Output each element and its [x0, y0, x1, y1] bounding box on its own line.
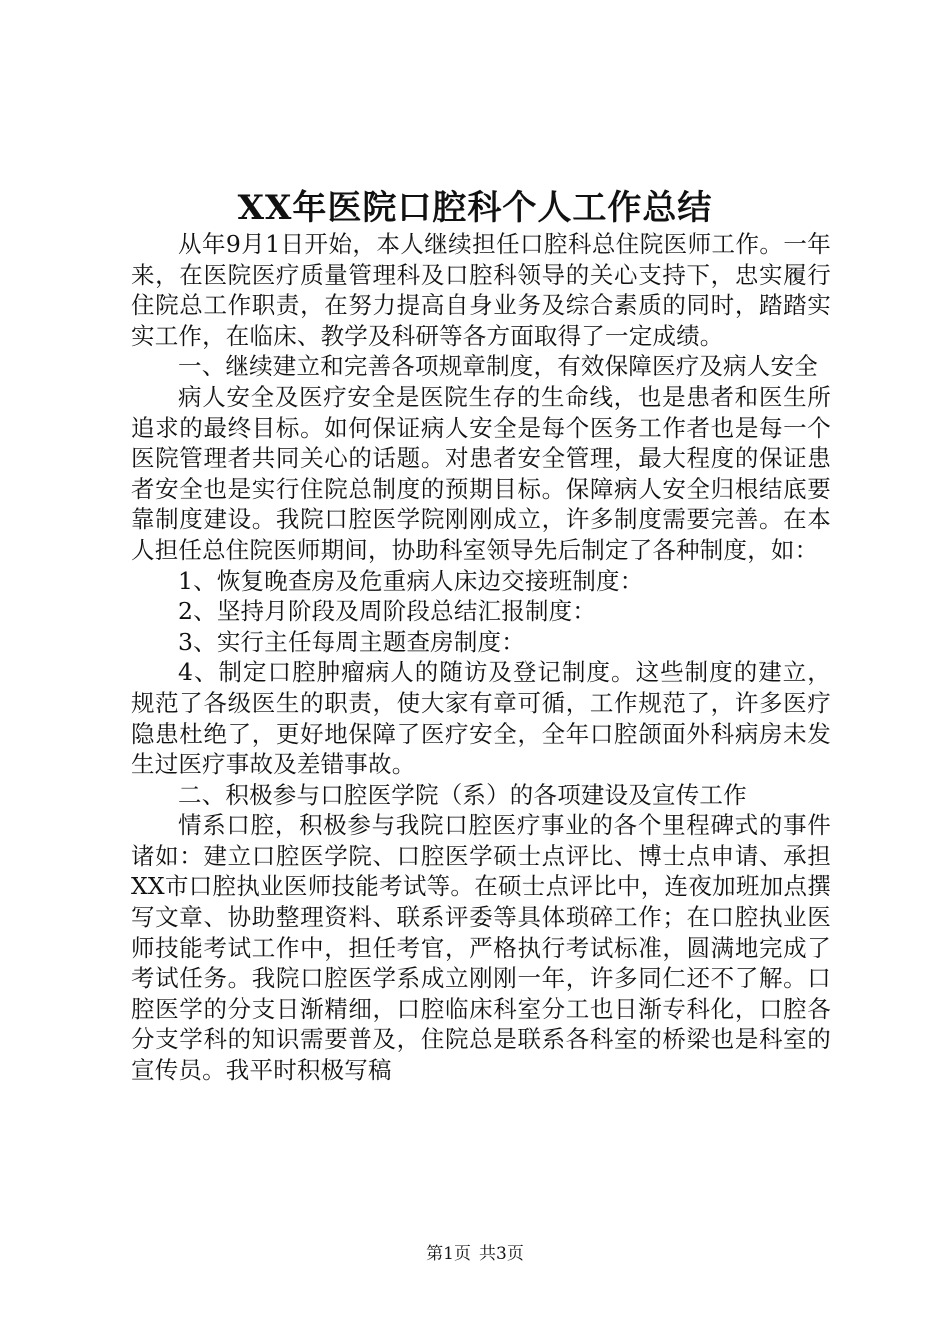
- paragraph-intro: 从年9月1日开始，本人继续担任口腔科总住院医师工作。一年来，在医院医疗质量管理科及口腔科领导的关心支持下，忠实履行住院总工作职责，在努力提高自身业务及综合素质的同时，踏踏实实工作，在临床、教学及科研等各方面取得了一定成绩。: [131, 230, 831, 350]
- list-item-3: 3、实行主任每周主题查房制度：: [178, 627, 525, 656]
- list-item-2: 2、坚持月阶段及周阶段总结汇报制度：: [178, 597, 597, 626]
- page-number: 第1页: [426, 1244, 471, 1264]
- list-item-1: 1、恢复晚查房及危重病人床边交接班制度：: [178, 566, 644, 595]
- page-total: 共3页: [479, 1244, 524, 1264]
- paragraph-promotion: 情系口腔，积极参与我院口腔医疗事业的各个里程碑式的事件诸如：建立口腔医学院、口腔医学硕士点评比、博士点申请、承担XX市口腔执业医师技能考试等。在硕士点评比中，连夜加班加点撰写文章、协助整理资料、联系评委等具体琐碎工作；在口腔执业医师技能考试工作中，担任考官，严格执行考试标准，圆满地完成了考试任务。我院口腔医学系成立刚刚一年，许多同仁还不了解。口腔医学的分支日渐精细，口腔临床科室分工也日渐专科化，口腔各分支学科的知识需要普及，住院总是联系各科室的桥梁也是科室的宣传员。我平时积极写稿: [131, 811, 831, 1085]
- section-heading-1: 一、继续建立和完善各项规章制度，有效保障医疗及病人安全: [178, 352, 818, 381]
- section-heading-2: 二、积极参与口腔医学院（系）的各项建设及宣传工作: [178, 780, 747, 809]
- paragraph-patient-safety: 病人安全及医疗安全是医院生存的生命线，也是患者和医生所追求的最终目标。如何保证病人安全是每个医务工作者也是每一个医院管理者共同关心的话题。对患者安全管理，最大程度的保证患者安全也是实行住院总制度的预期目标。保障病人安全归根结底要靠制度建设。我院口腔医学院刚刚成立，许多制度需要完善。在本人担任总住院医师期间，协助科室领导先后制定了各种制度，如：: [131, 382, 831, 564]
- page-footer: [0, 1243, 950, 1265]
- document-body: [131, 229, 831, 1086]
- list-item-4: 4、制定口腔肿瘤病人的随访及登记制度。这些制度的建立，规范了各级医生的职责，使大家有章可循，工作规范了，许多医疗隐患杜绝了，更好地保障了医疗安全，全年口腔颌面外科病房未发生过医疗事故及差错事故。: [131, 658, 831, 779]
- document-title: XX年医院口腔科个人工作总结: [237, 188, 713, 228]
